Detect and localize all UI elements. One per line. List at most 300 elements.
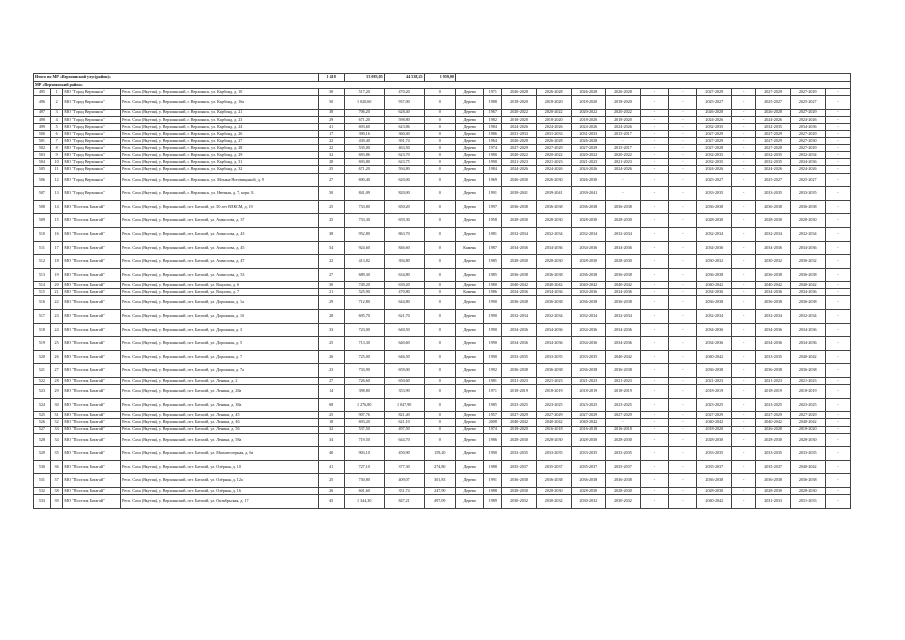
cell-area-total: 601,60 xyxy=(344,487,384,494)
cell-empty-1: - xyxy=(640,138,668,145)
cell-period-6: 2033-2035 xyxy=(756,447,791,461)
cell-empty-2: - xyxy=(669,166,697,173)
cell-period-3: 2040-2042 xyxy=(571,419,606,426)
cell-build-year: 1957 xyxy=(484,412,502,419)
cell-period-3: 2040-2042 xyxy=(571,282,606,289)
cell-period-7: 2021-2023 xyxy=(790,378,825,385)
cell-area-living: 623,86 xyxy=(384,123,424,130)
table-row xyxy=(34,138,851,145)
cell-flats: 28 xyxy=(318,310,344,324)
cell-period-5: 2032-2035 xyxy=(697,159,732,166)
cell-period-1: 2021-2023 xyxy=(502,378,537,385)
cell-empty-3: - xyxy=(732,187,756,201)
cell-period-3: 2026-2028 xyxy=(571,89,606,96)
cell-empty-2: - xyxy=(669,296,697,310)
cell-area-living: 360,40 xyxy=(384,130,424,137)
cell-period-7: 2018-2019 xyxy=(790,385,825,399)
housing-table xyxy=(33,73,851,509)
cell-empty-3: - xyxy=(732,130,756,137)
cell-area-living: 594,80 xyxy=(384,166,424,173)
cell-municipality: МО "Поселок Батагай" xyxy=(63,350,121,364)
cell-period-2: 2024-2026 xyxy=(536,123,571,130)
cell-period-6: 2032-2035 xyxy=(756,159,791,166)
cell-period-5: 2032-2035 xyxy=(697,123,732,130)
cell-municipality: МО "Поселок Батагай" xyxy=(63,385,121,399)
cell-area-living: 394,80 xyxy=(384,255,424,269)
cell-address: Респ. Саха (Якутия), у. Верхоянский, г. Верхоянск, ул. Карбонд, д. 32 xyxy=(121,166,318,173)
cell-period-1: 2036-2038 xyxy=(502,474,537,488)
cell-empty-4: - xyxy=(825,323,850,337)
cell-empty-4: - xyxy=(825,495,850,509)
cell-row-number: 527 xyxy=(34,426,51,433)
cell-period-3: 2028-2030 xyxy=(571,487,606,494)
cell-period-4: - xyxy=(606,138,641,145)
cell-municipality: МО "Поселок Батагай" xyxy=(63,289,121,296)
cell-build-year: 1986 xyxy=(484,433,502,447)
cell-period-3: 2027-2029 xyxy=(571,412,606,419)
cell-period-3: 2036-2038 xyxy=(571,364,606,378)
cell-municipality: МО "Поселок Батагай" xyxy=(63,495,121,509)
cell-period-4: 2035-2037 xyxy=(606,460,641,474)
cell-row-number: 511 xyxy=(34,241,51,255)
cell-area-total: 712,80 xyxy=(344,296,384,310)
cell-municipality: МО "Город Верхоянск" xyxy=(63,116,121,123)
table-row xyxy=(34,419,851,426)
cell-flats: 27 xyxy=(318,173,344,187)
cell-period-7: 2025-2027 xyxy=(790,96,825,110)
cell-flats: 38 xyxy=(318,227,344,241)
cell-area-living: 820,00 xyxy=(384,187,424,201)
cell-area-other: 0 xyxy=(424,138,455,145)
cell-empty-2: - xyxy=(669,130,697,137)
cell-wall-material: Дерево xyxy=(456,426,484,433)
cell-area-living: 621,70 xyxy=(384,310,424,324)
cell-empty-3: - xyxy=(732,474,756,488)
cell-empty-4: - xyxy=(825,350,850,364)
cell-municipality: МО "Поселок Батагай" xyxy=(63,214,121,228)
cell-period-4: 2034-2036 xyxy=(606,289,641,296)
cell-address: Респ. Саха (Якутия), у. Верхоянский, пгт. Батагай, ул. Магнитогорная, д. 6а xyxy=(121,447,318,461)
table-row xyxy=(34,350,851,364)
cell-period-7: 2028-2030 xyxy=(790,214,825,228)
cell-area-living: 628,40 xyxy=(384,109,424,116)
cell-wall-material: Дерево xyxy=(456,200,484,214)
cell-area-total: 671,20 xyxy=(344,166,384,173)
cell-area-total: 719,50 xyxy=(344,433,384,447)
cell-empty-2: - xyxy=(669,310,697,324)
cell-row-number: 529 xyxy=(34,447,51,461)
cell-empty-1: - xyxy=(640,474,668,488)
cell-area-living: 659,30 xyxy=(384,214,424,228)
cell-period-7: 2027-2029 xyxy=(790,145,825,152)
table-row xyxy=(34,398,851,412)
cell-period-6: 2027-2029 xyxy=(756,89,791,96)
cell-period-3: 2032-2034 xyxy=(571,227,606,241)
cell-row-number: 500 xyxy=(34,130,51,137)
cell-municipality: МО "Поселок Батагай" xyxy=(63,364,121,378)
cell-index: 20 xyxy=(50,282,63,289)
cell-wall-material: Дерево xyxy=(456,138,484,145)
cell-empty-2: - xyxy=(669,337,697,351)
cell-period-7: 2036-2038 xyxy=(790,200,825,214)
cell-empty-1: - xyxy=(640,214,668,228)
cell-empty-4: - xyxy=(825,426,850,433)
cell-area-living: 644,70 xyxy=(384,433,424,447)
cell-period-3: 2024-2026 xyxy=(571,123,606,130)
cell-row-number: 528 xyxy=(34,433,51,447)
cell-address: Респ. Саха (Якутия), у. Верхоянский, пгт. Батагай, ул. Дорожная, д. 5 xyxy=(121,337,318,351)
cell-area-total: 1 020,60 xyxy=(344,96,384,110)
cell-period-3: 2033-2035 xyxy=(571,447,606,461)
cell-period-7: 2027-2029 xyxy=(790,412,825,419)
cell-period-6: 2026-2028 xyxy=(756,426,791,433)
cell-area-living: 623,75 xyxy=(384,159,424,166)
cell-wall-material: Дерево xyxy=(456,159,484,166)
cell-period-3: 2026-2030 xyxy=(571,173,606,187)
cell-period-5: 2036-2038 xyxy=(697,296,732,310)
cell-build-year: 1985 xyxy=(484,255,502,269)
cell-period-4: 2021-2023 xyxy=(606,159,641,166)
cell-empty-3: - xyxy=(732,116,756,123)
cell-period-2: 2036-2038 xyxy=(536,474,571,488)
cell-period-7: 2036-2038 xyxy=(790,364,825,378)
cell-row-number: 512 xyxy=(34,255,51,269)
cell-build-year: 1971 xyxy=(484,385,502,399)
cell-empty-4: - xyxy=(825,166,850,173)
cell-address: Респ. Саха (Якутия), у. Верхоянский, пгт. Батагай, ул. 50 лет ВЛКСМ, д. 19 xyxy=(121,200,318,214)
cell-wall-material: Дерево xyxy=(456,350,484,364)
cell-period-1: 2018-2020 xyxy=(502,116,537,123)
cell-flats: 22 xyxy=(318,145,344,152)
cell-period-7: 2033-2035 xyxy=(790,187,825,201)
cell-period-3: 2028-2030 xyxy=(571,255,606,269)
cell-empty-4: - xyxy=(825,241,850,255)
cell-flats: 29 xyxy=(318,116,344,123)
cell-period-1: 2027-2029 xyxy=(502,412,537,419)
cell-wall-material: Дерево xyxy=(456,109,484,116)
cell-area-other: 0 xyxy=(424,398,455,412)
cell-period-3: 2020-2022 xyxy=(571,152,606,159)
cell-area-other: 0 xyxy=(424,227,455,241)
cell-empty-2: - xyxy=(669,152,697,159)
cell-period-7: 2036-2038 xyxy=(790,474,825,488)
cell-empty-3: - xyxy=(732,166,756,173)
cell-period-2: 2036-2038 xyxy=(536,200,571,214)
cell-period-2: 2032-2034 xyxy=(536,227,571,241)
cell-row-number: 532 xyxy=(34,487,51,494)
cell-index: 18 xyxy=(50,255,63,269)
cell-period-3: 2031-2033 xyxy=(571,130,606,137)
cell-row-number: 510 xyxy=(34,227,51,241)
cell-build-year: 1964 xyxy=(484,138,502,145)
cell-period-5: 2028-2030 xyxy=(697,214,732,228)
table-row xyxy=(34,173,851,187)
cell-period-4: 2036-2038 xyxy=(606,474,641,488)
cell-empty-4: - xyxy=(825,460,850,474)
cell-empty-3: - xyxy=(732,419,756,426)
cell-period-6: 2028-2030 xyxy=(756,214,791,228)
cell-period-5: 2025-2027 xyxy=(697,173,732,187)
cell-empty-3: - xyxy=(732,138,756,145)
cell-index: 38 xyxy=(50,487,63,494)
cell-row-number: 530 xyxy=(34,460,51,474)
cell-empty-1: - xyxy=(640,200,668,214)
table-row xyxy=(34,116,851,123)
table-row xyxy=(34,378,851,385)
cell-empty-4: - xyxy=(825,433,850,447)
cell-row-number: 526 xyxy=(34,419,51,426)
cell-empty-4: - xyxy=(825,123,850,130)
cell-row-number: 497 xyxy=(34,109,51,116)
cell-period-1: 2034-2036 xyxy=(502,323,537,337)
cell-period-2: 2036-2038 xyxy=(536,296,571,310)
cell-wall-material: Дерево xyxy=(456,282,484,289)
cell-wall-material: Дерево xyxy=(456,385,484,399)
cell-empty-1: - xyxy=(640,227,668,241)
cell-empty-4: - xyxy=(825,364,850,378)
cell-index: 27 xyxy=(50,364,63,378)
cell-flats: 50 xyxy=(318,96,344,110)
cell-row-number: 516 xyxy=(34,296,51,310)
cell-empty-2: - xyxy=(669,350,697,364)
cell-empty-1: - xyxy=(640,96,668,110)
cell-period-5: 2023-2025 xyxy=(697,398,732,412)
cell-flats: 18 xyxy=(318,419,344,426)
cell-area-other: 0 xyxy=(424,289,455,296)
cell-period-7: 2024-2026 xyxy=(790,116,825,123)
cell-period-1: 2028-2030 xyxy=(502,255,537,269)
cell-area-living: 623,70 xyxy=(384,152,424,159)
cell-period-5: 2032-2035 xyxy=(697,152,732,159)
cell-empty-2: - xyxy=(669,447,697,461)
cell-period-2: 2039-2041 xyxy=(536,187,571,201)
cell-area-total: 903,10 xyxy=(344,447,384,461)
table-row xyxy=(34,364,851,378)
cell-address: Респ. Саха (Якутия), у. Верхоянский, г. Верхоянск, ул. Карбонд, д. 29 xyxy=(121,152,318,159)
cell-area-other: 0 xyxy=(424,296,455,310)
cell-empty-1: - xyxy=(640,187,668,201)
cell-build-year: 1990 xyxy=(484,350,502,364)
cell-empty-3: - xyxy=(732,145,756,152)
table-row xyxy=(34,385,851,399)
cell-empty-2: - xyxy=(669,419,697,426)
cell-period-3: 2020-2022 xyxy=(571,109,606,116)
cell-area-other: 0 xyxy=(424,130,455,137)
cell-address: Респ. Саха (Якутия), у. Верхоянский, пгт. Батагай, ул. Ленина, д. 56 xyxy=(121,426,318,433)
cell-period-1: 2024-2026 xyxy=(502,123,537,130)
cell-empty-3: - xyxy=(732,310,756,324)
table-row xyxy=(34,426,851,433)
table-row xyxy=(34,159,851,166)
cell-period-3: 2036-2038 xyxy=(571,200,606,214)
cell-period-7: 2032-2034 xyxy=(790,152,825,159)
cell-area-other: 0 xyxy=(424,426,455,433)
cell-area-total: 723,00 xyxy=(344,323,384,337)
cell-index: 21 xyxy=(50,289,63,296)
cell-empty-2: - xyxy=(669,173,697,187)
cell-area-living: 650,60 xyxy=(384,378,424,385)
cell-period-2: 2034-2036 xyxy=(536,241,571,255)
cell-index: 10 xyxy=(50,159,63,166)
cell-address: Респ. Саха (Якутия), у. Верхоянский, пгт. Батагай, ул. Озёрная, д. 12а xyxy=(121,474,318,488)
cell-empty-2: - xyxy=(669,268,697,282)
cell-build-year: 1990 xyxy=(484,296,502,310)
table-row xyxy=(34,268,851,282)
cell-flats: 41 xyxy=(318,460,344,474)
cell-municipality: МО "Поселок Батагай" xyxy=(63,337,121,351)
cell-empty-1: - xyxy=(640,487,668,494)
cell-row-number: 523 xyxy=(34,385,51,399)
cell-flats: 25 xyxy=(318,200,344,214)
cell-empty-1: - xyxy=(640,364,668,378)
cell-empty-2: - xyxy=(669,187,697,201)
cell-build-year: 1988 xyxy=(484,460,502,474)
cell-row-number: 496 xyxy=(34,96,51,110)
cell-empty-2: - xyxy=(669,412,697,419)
cell-empty-3: - xyxy=(732,385,756,399)
cell-address: Респ. Саха (Якутия), у. Верхоянский, пгт. Батагай, ул. Дорожная, д. 7а xyxy=(121,364,318,378)
cell-period-7: 2027-2029 xyxy=(790,89,825,96)
cell-period-6: 2025-2027 xyxy=(756,173,791,187)
cell-period-6: 2034-2036 xyxy=(756,241,791,255)
cell-address: Респ. Саха (Якутия), у. Верхоянский, г. Верхоянск, ул. Карбонд, д. 24 xyxy=(121,123,318,130)
cell-empty-4: - xyxy=(825,447,850,461)
cell-address: Респ. Саха (Якутия), у. Верхоянский, пгт. Батагай, ул. Аммосова, д. 43 xyxy=(121,227,318,241)
cell-empty-2: - xyxy=(669,109,697,116)
cell-area-total: 693,80 xyxy=(344,159,384,166)
cell-row-number: 505 xyxy=(34,166,51,173)
cell-period-6: 2027-2029 xyxy=(756,130,791,137)
cell-build-year: 1992 xyxy=(484,364,502,378)
cell-index: 28 xyxy=(50,378,63,385)
cell-period-6: 2033-2035 xyxy=(756,187,791,201)
cell-period-4: 2027-2029 xyxy=(606,412,641,419)
cell-period-7: 2034-2036 xyxy=(790,123,825,130)
cell-period-4: 2036-2038 xyxy=(606,364,641,378)
cell-index: 12 xyxy=(50,173,63,187)
cell-empty-1: - xyxy=(640,495,668,509)
cell-period-1: 2036-2038 xyxy=(502,200,537,214)
cell-build-year: 1990 xyxy=(484,159,502,166)
cell-empty-4: - xyxy=(825,159,850,166)
cell-row-number: 515 xyxy=(34,289,51,296)
cell-area-living: 646,50 xyxy=(384,350,424,364)
cell-period-2: 2021-2023 xyxy=(536,378,571,385)
cell-municipality: МО "Поселок Батагай" xyxy=(63,474,121,488)
table-row xyxy=(34,447,851,461)
cell-period-5: 2026-2028 xyxy=(697,109,732,116)
cell-period-4: 2021-2023 xyxy=(606,378,641,385)
cell-build-year: 2008 xyxy=(484,419,502,426)
cell-period-6: 2018-2019 xyxy=(756,385,791,399)
cell-period-5: 2034-2036 xyxy=(697,323,732,337)
cell-flats: 68 xyxy=(318,398,344,412)
cell-build-year: 1988 xyxy=(484,96,502,110)
cell-period-6: 2032-2035 xyxy=(756,152,791,159)
cell-period-6: 2028-2030 xyxy=(756,487,791,494)
cell-flats: 34 xyxy=(318,433,344,447)
district-title: МР «Верхоянский район» xyxy=(34,82,851,89)
cell-period-1: 2031-2033 xyxy=(502,130,537,137)
table-row xyxy=(34,495,851,509)
cell-area-living: 846,60 xyxy=(384,241,424,255)
cell-wall-material: Дерево xyxy=(456,130,484,137)
cell-area-total: 413,82 xyxy=(344,255,384,269)
cell-area-living: 640,50 xyxy=(384,323,424,337)
cell-area-total: 733,90 xyxy=(344,364,384,378)
cell-period-6: 2040-2042 xyxy=(756,282,791,289)
cell-period-4: 2034-2036 xyxy=(606,337,641,351)
cell-period-5: 2021-2023 xyxy=(697,378,732,385)
cell-empty-1: - xyxy=(640,398,668,412)
cell-area-living: 391,74 xyxy=(384,138,424,145)
cell-period-1: 2028-2030 xyxy=(502,487,537,494)
table-row xyxy=(34,145,851,152)
cell-build-year: 1974 xyxy=(484,145,502,152)
cell-period-6: 2032-2035 xyxy=(756,123,791,130)
table-row xyxy=(34,310,851,324)
cell-municipality: МО "Город Верхоянск" xyxy=(63,96,121,110)
cell-period-5: 2027-2029 xyxy=(697,89,732,96)
cell-address: Респ. Саха (Якутия), у. Верхоянский, пгт. Батагай, ул. Ленина, д. 38а xyxy=(121,398,318,412)
cell-wall-material: Дерево xyxy=(456,96,484,110)
cell-period-1: 2040-2042 xyxy=(502,282,537,289)
table-row xyxy=(34,166,851,173)
table-row xyxy=(34,282,851,289)
cell-empty-4: - xyxy=(825,138,850,145)
cell-empty-1: - xyxy=(640,350,668,364)
cell-row-number: 531 xyxy=(34,474,51,488)
cell-index: 31 xyxy=(50,412,63,419)
table-row xyxy=(34,123,851,130)
cell-address: Респ. Саха (Якутия), у. Верхоянский, пгт. Батагай, ул. Дорожная, д. 1б xyxy=(121,310,318,324)
cell-period-3: 2024-2026 xyxy=(571,166,606,173)
cell-empty-2: - xyxy=(669,378,697,385)
cell-area-living: 497,50 xyxy=(384,426,424,433)
cell-area-total: 730,80 xyxy=(344,474,384,488)
cell-empty-3: - xyxy=(732,323,756,337)
cell-empty-1: - xyxy=(640,419,668,426)
cell-area-living: 470,20 xyxy=(384,89,424,96)
cell-period-4: 2036-2038 xyxy=(606,296,641,310)
cell-address: Респ. Саха (Якутия), у. Верхоянский, пгт. Батагай, ул. Ленина, д. 2 xyxy=(121,378,318,385)
cell-period-7: 2018-2020 xyxy=(790,426,825,433)
cell-period-7: 2032-2034 xyxy=(790,227,825,241)
cell-row-number: 499 xyxy=(34,123,51,130)
cell-empty-4: - xyxy=(825,200,850,214)
cell-period-5: 2018-2019 xyxy=(697,385,732,399)
cell-area-total: 749,20 xyxy=(344,282,384,289)
total-sum: 1 959,00 xyxy=(424,74,455,82)
cell-flats: 25 xyxy=(318,474,344,488)
cell-period-7: 2028-2030 xyxy=(790,487,825,494)
cell-period-6: 2036-2038 xyxy=(756,268,791,282)
cell-period-2: 2026-2028 xyxy=(536,138,571,145)
cell-index: 19 xyxy=(50,268,63,282)
cell-index: 3 xyxy=(50,109,63,116)
cell-empty-4: - xyxy=(825,412,850,419)
cell-period-4: 2028-2030 xyxy=(606,255,641,269)
cell-index: 24 xyxy=(50,323,63,337)
table-row xyxy=(34,412,851,419)
cell-empty-4: - xyxy=(825,116,850,123)
cell-area-total: 725,00 xyxy=(344,350,384,364)
cell-empty-2: - xyxy=(669,145,697,152)
cell-wall-material: Дерево xyxy=(456,296,484,310)
cell-index: 30 xyxy=(50,398,63,412)
cell-flats: 17 xyxy=(318,130,344,137)
cell-period-6: 2027-2029 xyxy=(756,138,791,145)
